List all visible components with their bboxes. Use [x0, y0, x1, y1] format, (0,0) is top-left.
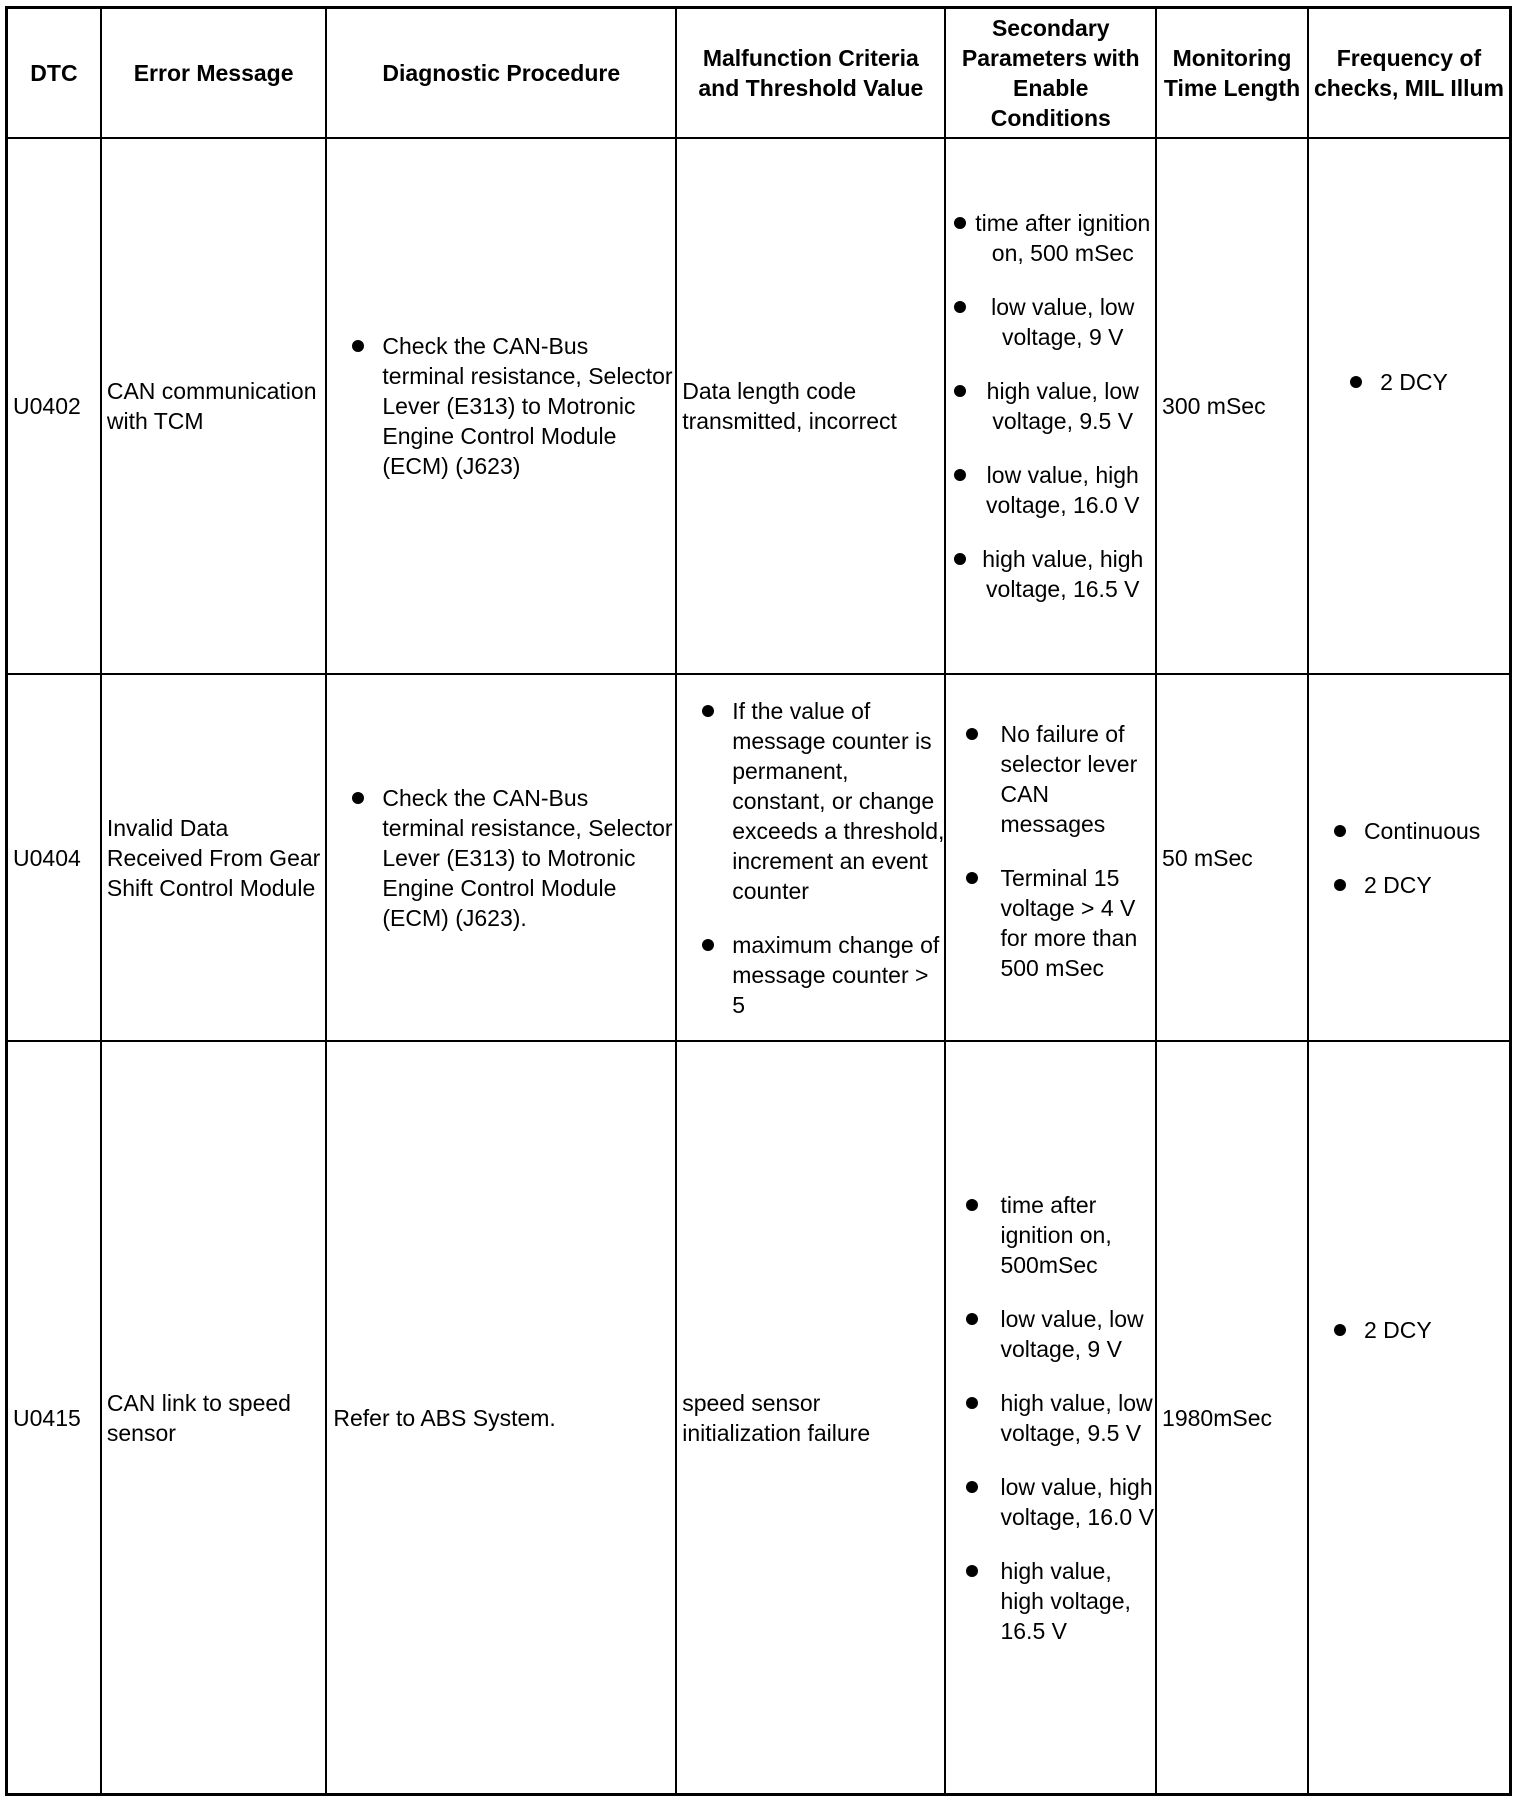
- secondary-item: No failure of selector lever CAN messages: [966, 719, 1155, 839]
- header-row: [7, 8, 1511, 139]
- dtc-code: U0404: [13, 844, 81, 871]
- malfunction-text: Data length code transmitted, incorrect: [682, 378, 897, 434]
- table-row: [7, 674, 1511, 1041]
- header-frequency: Frequency of checks, MIL Illum: [1308, 8, 1511, 139]
- procedure-cell: [326, 674, 676, 1041]
- frequency-cell: [1308, 138, 1511, 674]
- secondary-list: [946, 1190, 1155, 1646]
- error-message-cell: [101, 138, 327, 674]
- secondary-item: low value, low voltage, 9 V: [946, 292, 1155, 352]
- monitoring-cell: [1156, 138, 1308, 674]
- frequency-item: 2 DCY: [1350, 367, 1448, 397]
- secondary-cell: [945, 1041, 1156, 1795]
- secondary-list: [946, 719, 1155, 983]
- frequency-list: [1309, 1315, 1509, 1345]
- dtc-code: U0415: [13, 1404, 81, 1431]
- frequency-list: [1309, 816, 1509, 900]
- monitoring-time: 300 mSec: [1162, 393, 1266, 419]
- header-secondary-parameters: Secondary Parameters with Enable Conditions: [945, 8, 1156, 139]
- malfunction-text: speed sensor initialization failure: [682, 1389, 871, 1446]
- frequency-item: 2 DCY: [1334, 870, 1509, 900]
- secondary-cell: [945, 674, 1156, 1041]
- frequency-item: Continuous: [1334, 816, 1509, 846]
- error-message: Invalid Data Received From Gear Shift Control Module: [106, 814, 321, 901]
- monitoring-cell: [1156, 1041, 1308, 1795]
- dtc-cell: [7, 1041, 101, 1795]
- secondary-item: low value, high voltage, 16.0 V: [946, 460, 1155, 520]
- frequency-cell: [1308, 674, 1511, 1041]
- dtc-cell: [7, 138, 101, 674]
- frequency-cell: [1308, 1041, 1511, 1795]
- frequency-list: [1309, 367, 1509, 397]
- malfunction-cell: [676, 138, 945, 674]
- secondary-item: low value, high voltage, 16.0 V: [966, 1472, 1155, 1532]
- procedure-list: [327, 783, 675, 933]
- procedure-list: [327, 331, 675, 481]
- secondary-item: Terminal 15 voltage > 4 V for more than 500 mSec: [966, 863, 1155, 983]
- secondary-item: high value, high voltage, 16.5 V: [966, 1556, 1155, 1646]
- secondary-item: high value, low voltage, 9.5 V: [966, 1388, 1155, 1448]
- dtc-cell: [7, 674, 101, 1041]
- header-malfunction-criteria: Malfunction Criteria and Threshold Value: [676, 8, 945, 139]
- malfunction-item: maximum change of message counter > 5: [702, 930, 944, 1020]
- dtc-code: U0402: [13, 393, 81, 419]
- frequency-item: 2 DCY: [1334, 1315, 1509, 1345]
- error-message: CAN link to speed sensor: [106, 1389, 291, 1446]
- secondary-cell: [945, 138, 1156, 674]
- header-dtc: DTC: [7, 8, 101, 139]
- dtc-table: [5, 6, 1512, 1796]
- secondary-list: [946, 208, 1155, 604]
- header-error-message: Error Message: [101, 8, 327, 139]
- secondary-item: time after ignition on, 500mSec: [966, 1190, 1155, 1280]
- monitoring-cell: [1156, 674, 1308, 1041]
- secondary-item: high value, high voltage, 16.5 V: [946, 544, 1155, 604]
- secondary-item: low value, low voltage, 9 V: [966, 1304, 1155, 1364]
- table-row: [7, 1041, 1511, 1795]
- error-message-cell: [101, 674, 327, 1041]
- secondary-item: time after ignition on, 500 mSec: [946, 208, 1155, 268]
- malfunction-item: If the value of message counter is permanent, constant, or change exceeds a threshold, increment an event counter: [702, 696, 944, 906]
- monitoring-time: 50 mSec: [1162, 844, 1253, 871]
- table-row: [7, 138, 1511, 674]
- procedure-cell: [326, 1041, 676, 1795]
- monitoring-time: 1980mSec: [1162, 1404, 1273, 1431]
- error-message-cell: [101, 1041, 327, 1795]
- malfunction-list: [677, 696, 944, 1020]
- header-monitoring-time: Monitoring Time Length: [1156, 8, 1308, 139]
- table-header: [7, 8, 1511, 139]
- header-diagnostic-procedure: Diagnostic Procedure: [326, 8, 676, 139]
- secondary-item: high value, low voltage, 9.5 V: [946, 376, 1155, 436]
- error-message: CAN communication with TCM: [106, 378, 317, 434]
- procedure-item: Check the CAN-Bus terminal resistance, Selector Lever (E313) to Motronic Engine Control Module (ECM) (J623): [327, 331, 675, 481]
- procedure-item: Check the CAN-Bus terminal resistance, Selector Lever (E313) to Motronic Engine Control Module (ECM) (J623).: [327, 783, 675, 933]
- procedure-text: Refer to ABS System.: [333, 1404, 556, 1431]
- procedure-cell: [326, 138, 676, 674]
- malfunction-cell: [676, 674, 945, 1041]
- malfunction-cell: [676, 1041, 945, 1795]
